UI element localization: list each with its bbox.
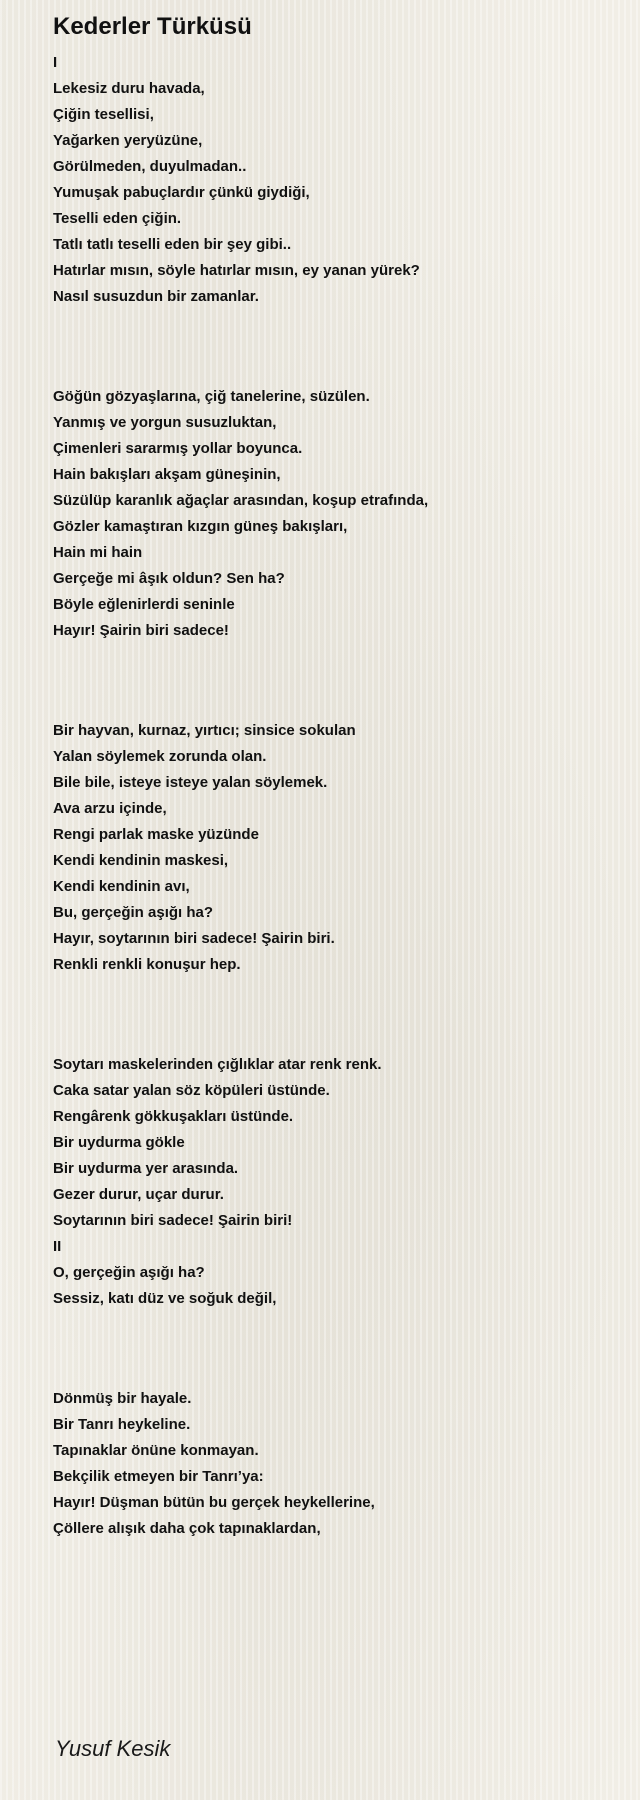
poem-page xyxy=(53,10,613,1542)
poem-line: Çimenleri sararmış yollar boyunca. xyxy=(53,440,303,457)
poem-line: Lekesiz duru havada, xyxy=(53,80,205,97)
poem-line: Bir Tanrı heykeline. xyxy=(53,1416,191,1433)
poem-line: Hayır! Şairin biri sadece! xyxy=(53,622,229,639)
poem-line: Gözler kamaştıran kızgın güneş bakışları, xyxy=(53,518,348,535)
poem-line: Gerçeğe mi âşık oldun? Sen ha? xyxy=(53,570,285,587)
poem-author: Yusuf Kesik xyxy=(55,1736,171,1761)
poem-line: Ava arzu içinde, xyxy=(53,800,167,817)
poem-line: Çiğin tesellisi, xyxy=(53,106,154,123)
poem-line: Bir uydurma gökle xyxy=(53,1134,185,1151)
poem-line: Hayır, soytarının biri sadece! Şairin biri. xyxy=(53,930,335,947)
stanza-4 xyxy=(53,1052,613,1312)
poem-line: Bu, gerçeğin aşığı ha? xyxy=(53,904,214,921)
stanza-3 xyxy=(53,718,613,978)
stanza-2 xyxy=(53,384,613,644)
poem-body xyxy=(53,50,613,1542)
poem-line: Hain mi hain xyxy=(53,544,143,561)
poem-line: Teselli eden çiğin. xyxy=(53,210,182,227)
poem-line: Yanmış ve yorgun susuzluktan, xyxy=(53,414,277,431)
poem-line: Göğün gözyaşlarına, çiğ tanelerine, süzülen. xyxy=(53,388,370,405)
poem-line: Hayır! Düşman bütün bu gerçek heykellerine, xyxy=(53,1494,375,1511)
poem-line: Sessiz, katı düz ve soğuk değil, xyxy=(53,1290,277,1307)
poem-line: Bile bile, isteye isteye yalan söylemek. xyxy=(53,774,328,791)
poem-line: Soytarının biri sadece! Şairin biri! xyxy=(53,1212,293,1229)
poem-line: Hatırlar mısın, söyle hatırlar mısın, ey yanan yürek? xyxy=(53,262,420,279)
poem-line: Nasıl susuzdun bir zamanlar. xyxy=(53,288,259,305)
poem-line: Dönmüş bir hayale. xyxy=(53,1390,192,1407)
poem-line: Yalan söylemek zorunda olan. xyxy=(53,748,267,765)
poem-line: Görülmeden, duyulmadan.. xyxy=(53,158,247,175)
poem-line: Kendi kendinin maskesi, xyxy=(53,852,229,869)
stanza-5 xyxy=(53,1386,613,1542)
poem-line: Yumuşak pabuçlardır çünkü giydiği, xyxy=(53,184,310,201)
poem-line: Tapınaklar önüne konmayan. xyxy=(53,1442,259,1459)
poem-line: Yağarken yeryüzüne, xyxy=(53,132,203,149)
poem-line: Rengi parlak maske yüzünde xyxy=(53,826,259,843)
poem-line: Bekçilik etmeyen bir Tanrı’ya: xyxy=(53,1468,264,1485)
poem-line: Tatlı tatlı teselli eden bir şey gibi.. xyxy=(53,236,292,253)
poem-line: O, gerçeğin aşığı ha? xyxy=(53,1264,205,1281)
stanza-1 xyxy=(53,50,613,310)
poem-line: Soytarı maskelerinden çığlıklar atar renk renk. xyxy=(53,1056,382,1073)
poem-line: Bir hayvan, kurnaz, yırtıcı; sinsice sokulan xyxy=(53,722,356,739)
poem-line: Renkli renkli konuşur hep. xyxy=(53,956,241,973)
poem-title: Kederler Türküsü xyxy=(53,13,252,40)
poem-line: Caka satar yalan söz köpüleri üstünde. xyxy=(53,1082,330,1099)
poem-line: I xyxy=(53,54,58,71)
poem-line: Gezer durur, uçar durur. xyxy=(53,1186,224,1203)
poem-line: Kendi kendinin avı, xyxy=(53,878,190,895)
poem-line: Bir uydurma yer arasında. xyxy=(53,1160,239,1177)
poem-line: II xyxy=(53,1238,62,1255)
poem-line: Böyle eğlenirlerdi seninle xyxy=(53,596,235,613)
poem-line: Rengârenk gökkuşakları üstünde. xyxy=(53,1108,294,1125)
poem-line: Süzülüp karanlık ağaçlar arasından, koşup etrafında, xyxy=(53,492,429,509)
poem-line: Çöllere alışık daha çok tapınaklardan, xyxy=(53,1520,321,1537)
poem-line: Hain bakışları akşam güneşinin, xyxy=(53,466,281,483)
